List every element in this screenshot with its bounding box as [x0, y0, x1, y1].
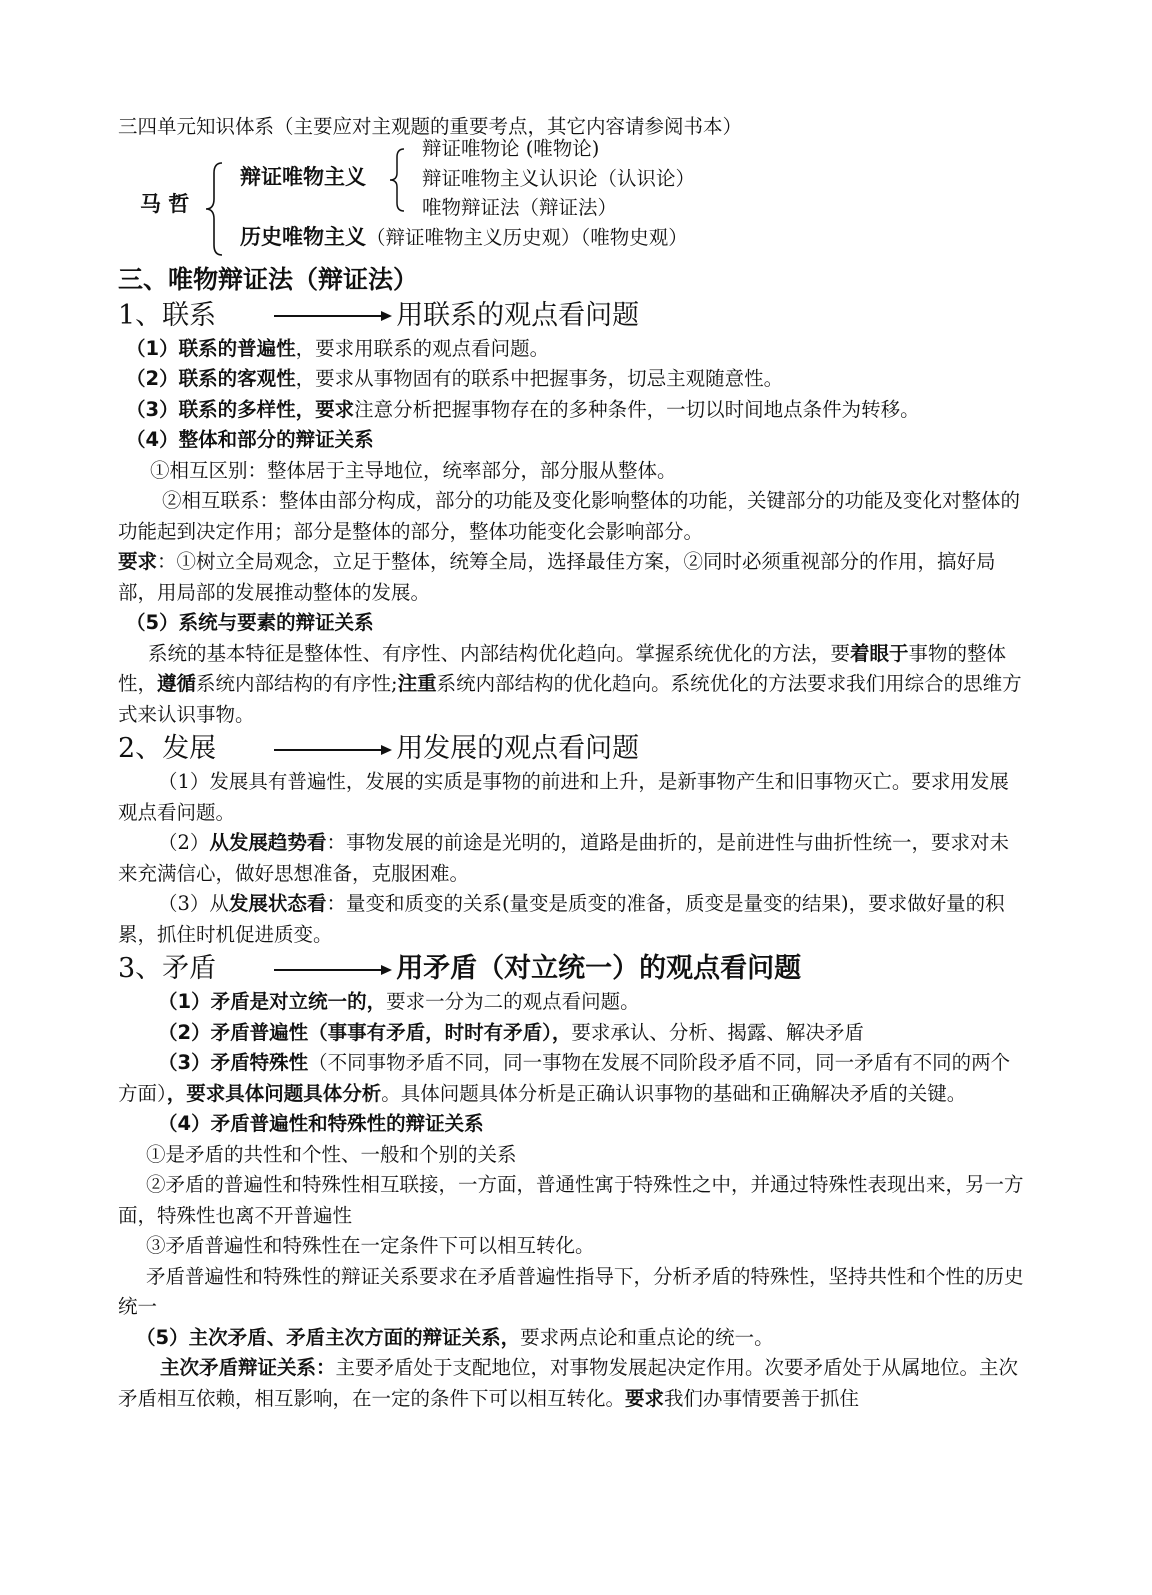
lianxi-p4b: ②相互联系：整体由部分构成，部分的功能及变化影响整体的功能，关键部分的功能及变化对整体的功能起到决定作用；部分是整体的部分，整体功能变化会影响部分。 [118, 489, 1021, 543]
tree-leaf-3: 唯物辩证法（辩证法） [422, 195, 618, 219]
maodun-p4b: ②矛盾的普遍性和特殊性相互联接，一方面，普通性寓于特殊性之中，并通过特殊性表现出来，另一方面，特殊性也离不开普遍性 [118, 1173, 1024, 1227]
heading-maodun: 3、矛盾 用矛盾（对立统一）的观点看问题 [118, 953, 802, 984]
knowledge-tree [118, 136, 1028, 263]
maodun-p4c: ③矛盾普遍性和特殊性在一定条件下可以相互转化。 [146, 1234, 595, 1257]
tree-leaf-2: 辩证唯物主义认识论（认识论） [422, 166, 696, 190]
tree-root: 马 哲 [140, 191, 190, 216]
fazhan-p3: （3）从发展状态看：量变和质变的关系(量变是质变的准备，质变是量变的结果)，要求做好量的积累，抓住时机促进质变。 [118, 892, 1005, 946]
document-page [118, 112, 1028, 1414]
lianxi-p5-heading: （5）系统与要素的辩证关系 [126, 611, 374, 634]
intro-line: 三四单元知识体系（主要应对主观题的重要考点，其它内容请参阅书本） [118, 115, 743, 138]
maodun-p4-heading: （4）矛盾普遍性和特殊性的辩证关系 [158, 1112, 484, 1135]
arrow-icon [274, 745, 392, 755]
tree-branch-2: 历史唯物主义（辩证唯物主义历史观）（唯物史观） [240, 224, 688, 249]
arrow-icon [274, 965, 392, 975]
maodun-p5: （5）主次矛盾、矛盾主次方面的辩证关系，要求两点论和重点论的统一。 [136, 1325, 774, 1349]
lianxi-p4a: ①相互区别：整体居于主导地位，统率部分，部分服从整体。 [150, 458, 677, 482]
heading-lianxi: 1、联系 用联系的观点看问题 [118, 299, 640, 331]
lianxi-p3: （3）联系的多样性，要求注意分析把握事物存在的多种条件，一切以时间地点条件为转移。 [126, 397, 920, 421]
maodun-p2: （2）矛盾普遍性（事事有矛盾，时时有矛盾），要求承认、分析、揭露、解决矛盾 [158, 1020, 864, 1044]
fazhan-p2: （2）从发展趋势看：事物发展的前途是光明的，道路是曲折的，是前进性与曲折性统一，要求对未来充满信心，做好思想准备，克服困难。 [118, 831, 1009, 885]
tree-leaf-1: 辩证唯物论 (唯物论) [422, 136, 600, 160]
lianxi-p1: （1）联系的普遍性，要求用联系的观点看问题。 [126, 336, 550, 360]
big-brace-icon [204, 161, 224, 257]
section-3-title: 三、唯物辩证法（辩证法） [118, 264, 419, 294]
tree-branch-1: 辩证唯物主义 [240, 164, 366, 189]
maodun-p4d: 矛盾普遍性和特殊性的辩证关系要求在矛盾普遍性指导下，分析矛盾的特殊性，坚持共性和个性的历史统一 [118, 1264, 1024, 1318]
heading-fazhan: 2、发展 用发展的观点看问题 [118, 733, 640, 764]
maodun-p4a: ①是矛盾的共性和个性、一般和个别的关系 [146, 1142, 517, 1166]
maodun-p6: 主次矛盾辩证关系：主要矛盾处于支配地位，对事物发展起决定作用。次要矛盾处于从属地位。主次矛盾相互依赖，相互影响，在一定的条件下可以相互转化。要求我们办事情要善于抓住 [118, 1356, 1019, 1410]
maodun-p3: （3）矛盾特殊性（不同事物矛盾不同，同一事物在发展不同阶段矛盾不同，同一矛盾有不同的两个方面），要求具体问题具体分析。具体问题具体分析是正确认识事物的基础和正确解决矛盾的关键。 [118, 1051, 1011, 1105]
lianxi-p2: （2）联系的客观性，要求从事物固有的联系中把握事务，切忌主观随意性。 [126, 367, 784, 390]
maodun-p1: （1）矛盾是对立统一的，要求一分为二的观点看问题。 [158, 990, 640, 1013]
fazhan-p1: （1）发展具有普遍性，发展的实质是事物的前进和上升，是新事物产生和旧事物灭亡。要求用发展观点看问题。 [118, 770, 1009, 824]
small-brace-icon [388, 143, 406, 217]
lianxi-p5: 系统的基本特征是整体性、有序性、内部结构优化趋向。掌握系统优化的方法，要着眼于事物的整体性，遵循系统内部结构的有序性;注重系统内部结构的优化趋向。系统优化的方法要求我们用综合的思维方式来认识事物。 [118, 641, 1022, 726]
lianxi-p4-heading: （4）整体和部分的辩证关系 [126, 428, 374, 451]
lianxi-requirement: 要求：①树立全局观念，立足于整体，统筹全局，选择最佳方案，②同时必须重视部分的作用，搞好局部，用局部的发展推动整体的发展。 [118, 550, 996, 604]
arrow-icon [274, 311, 392, 321]
